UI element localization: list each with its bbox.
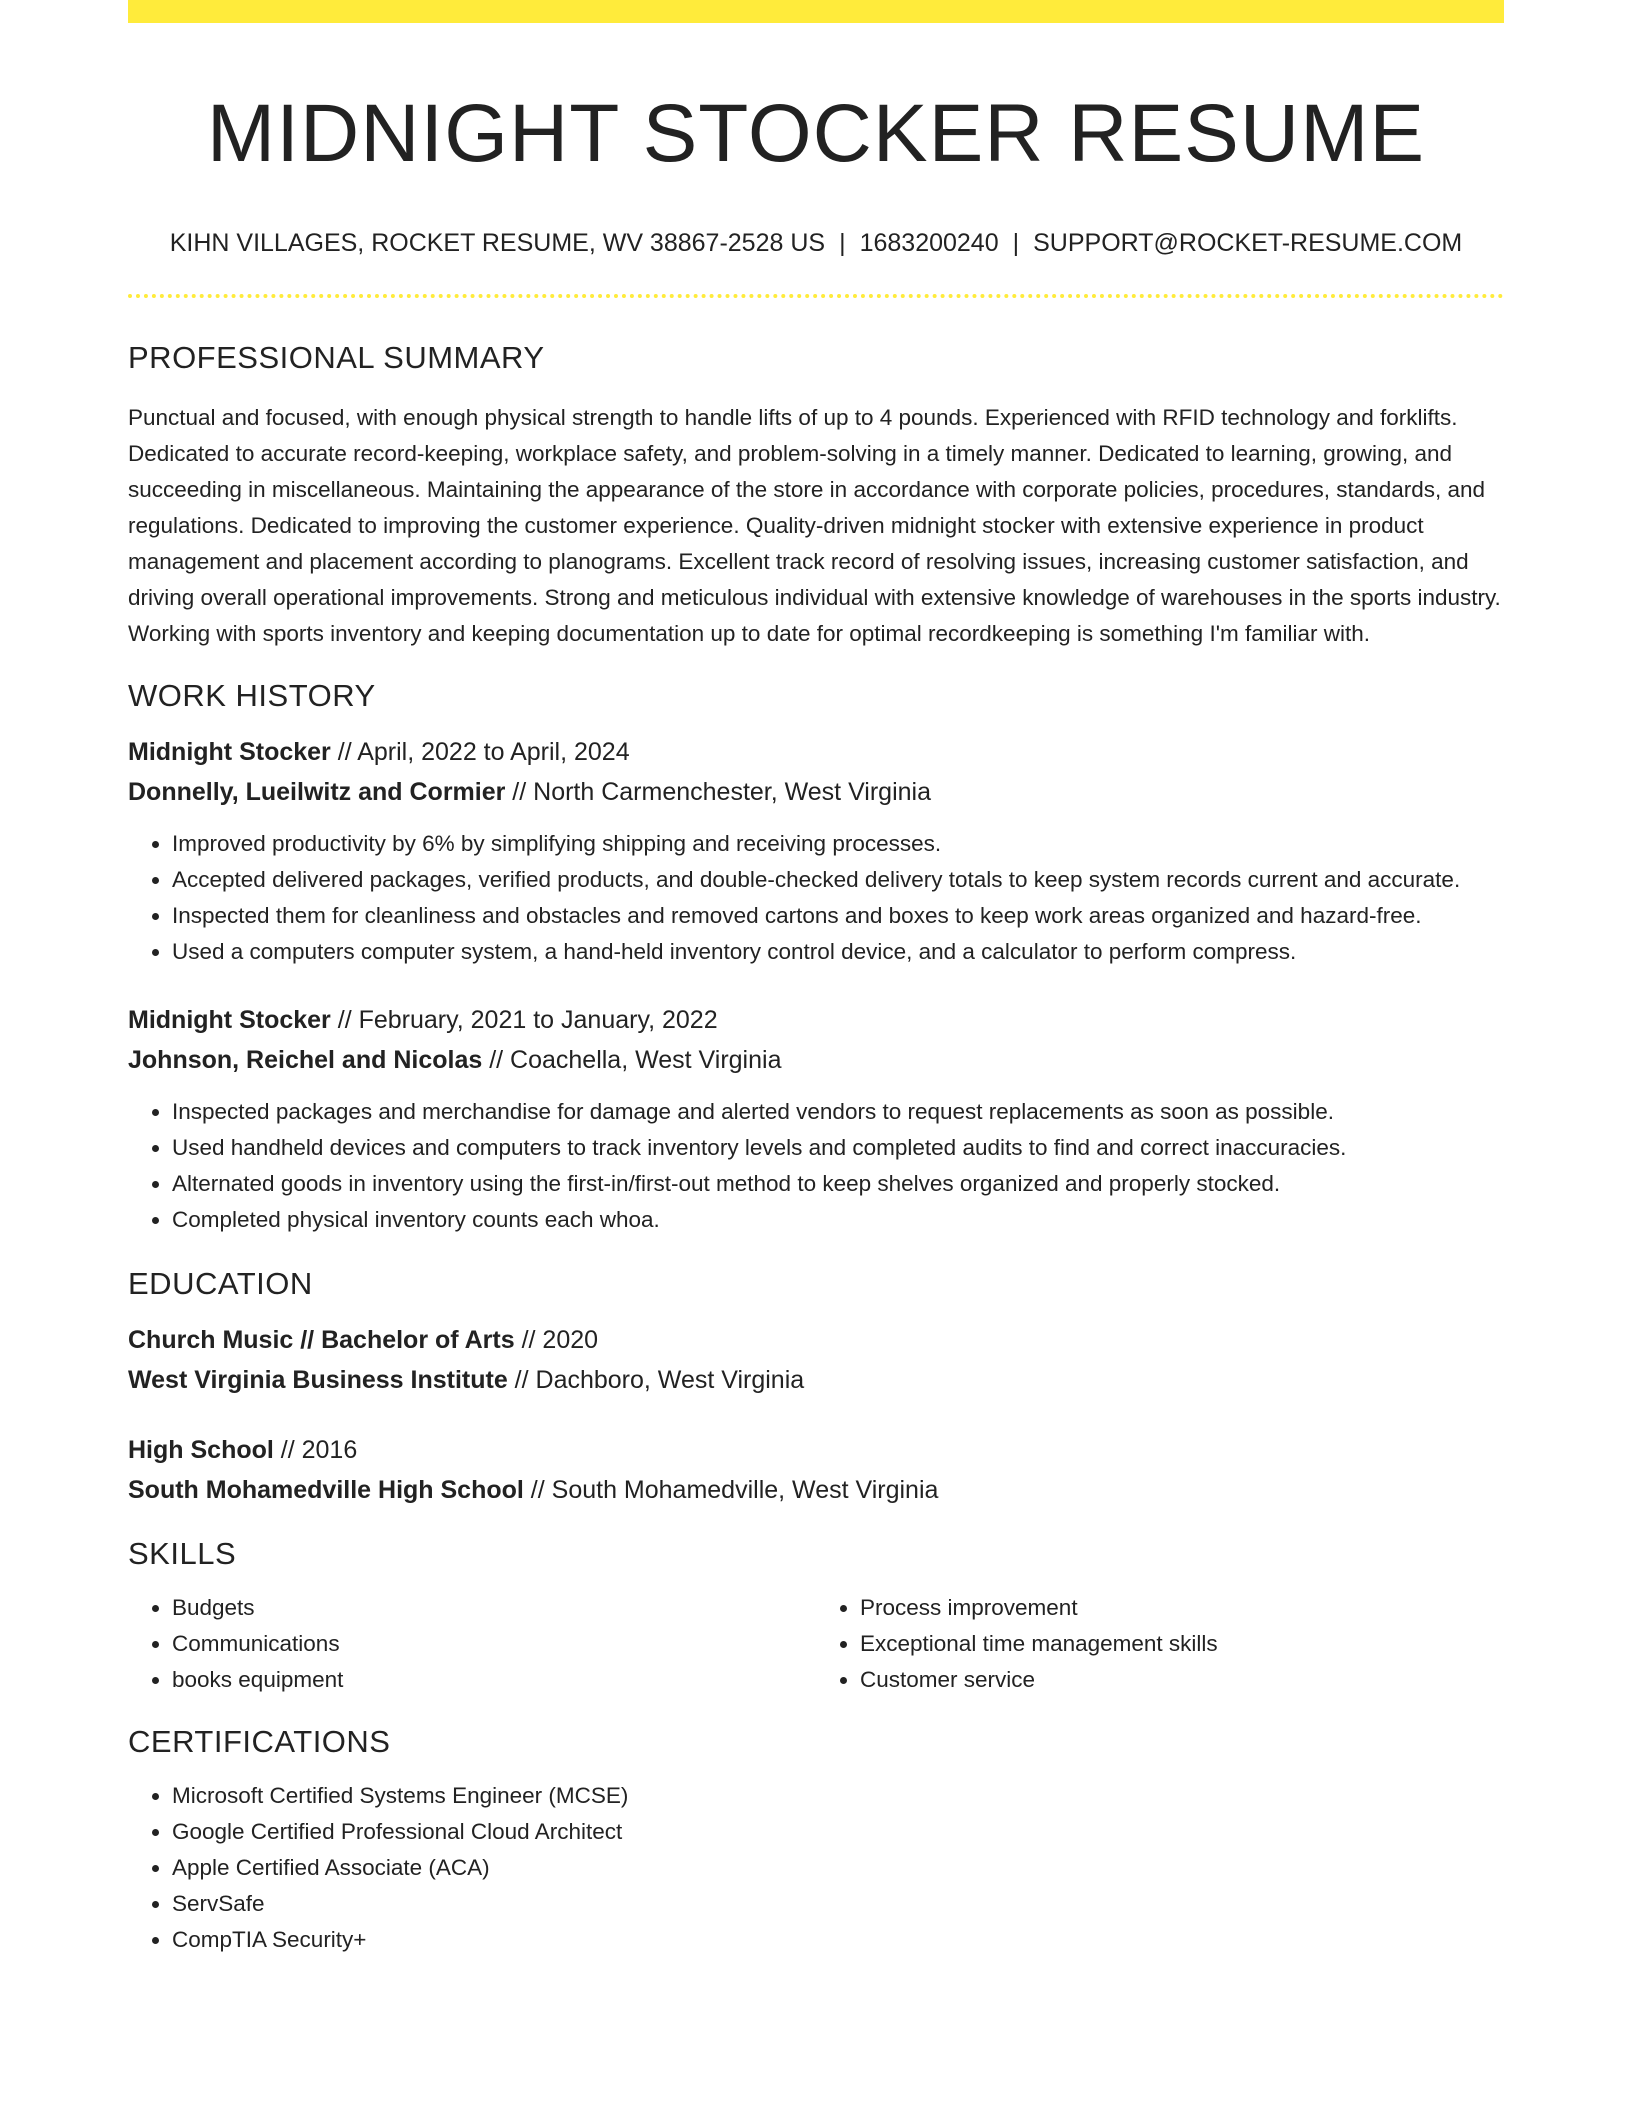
education-entry	[128, 1320, 1504, 1400]
education-year: // 2020	[514, 1326, 599, 1355]
dotted-divider	[128, 294, 1504, 298]
phone: 1683200240	[859, 229, 999, 258]
top-accent-bar	[128, 0, 1504, 23]
education-degree: High School	[128, 1436, 274, 1465]
resume-title: MIDNIGHT STOCKER RESUME	[206, 88, 1426, 179]
job-title-line	[128, 732, 1504, 772]
skill-item: • Process improvement	[860, 1590, 1504, 1626]
certification-item: • Google Certified Professional Cloud Architect	[172, 1814, 1504, 1850]
job-bullet: • Inspected them for cleanliness and obstacles and removed cartons and boxes to keep work areas organized and hazard-free.	[172, 898, 1504, 934]
contact-separator: |	[1012, 229, 1020, 258]
job-bullet: • Used a computers computer system, a hand-held inventory control device, and a calculator to perform compress.	[172, 934, 1504, 970]
skill-item: • Communications	[172, 1626, 816, 1662]
education-heading: EDUCATION	[128, 1266, 313, 1302]
education-school: South Mohamedville High School	[128, 1476, 524, 1505]
certification-item: • Apple Certified Associate (ACA)	[172, 1850, 1504, 1886]
skill-item: • Exceptional time management skills	[860, 1626, 1504, 1662]
address: KIHN VILLAGES, ROCKET RESUME, WV 38867-2528 US	[169, 229, 826, 258]
education-school-line	[128, 1470, 1504, 1510]
job-bullets	[128, 826, 1504, 970]
certification-item: • ServSafe	[172, 1886, 1504, 1922]
job-company: Donnelly, Lueilwitz and Cormier	[128, 778, 506, 807]
job-position: Midnight Stocker	[128, 1006, 331, 1035]
contact-separator: |	[839, 229, 846, 258]
education-entry	[128, 1430, 1504, 1510]
skills-list-right	[816, 1590, 1504, 1698]
summary-text: Punctual and focused, with enough physical strength to handle lifts of up to 4 pounds. Experienced with RFID technology and forklifts. Dedicated to accurate record-keeping, workplace safety, and problem-solving in a timely manner. Dedicated to learning, growing, and succeeding in miscellaneous. Maintaining the appearance of the store in accordance with corporate policies, procedures, standards, and regulations. Dedicated to improving the customer experience. Quality-driven midnight stocker with extensive experience in product management and placement according to planograms. Excellent track record of resolving issues, increasing customer satisfaction, and driving overall operational improvements. Strong and meticulous individual with extensive knowledge of warehouses in the sports industry. Working with sports inventory and keeping documentation up to date for optimal recordkeeping is something I'm familiar with.	[128, 405, 1501, 647]
education-school-line	[128, 1360, 1504, 1400]
job-bullet: • Completed physical inventory counts each whoa.	[172, 1202, 1504, 1238]
skill-item: • Customer service	[860, 1662, 1504, 1698]
education-degree-line	[128, 1320, 1504, 1360]
skills-list-left	[128, 1590, 816, 1698]
education-degree-line	[128, 1430, 1504, 1470]
job-dates: // February, 2021 to January, 2022	[330, 1006, 718, 1035]
job-entry	[128, 732, 1504, 970]
skills-heading: SKILLS	[128, 1536, 237, 1572]
email: SUPPORT@ROCKET-RESUME.COM	[1033, 229, 1463, 258]
job-position: Midnight Stocker	[128, 738, 331, 767]
job-bullet: • Improved productivity by 6% by simplifying shipping and receiving processes.	[172, 826, 1504, 862]
job-bullet: • Alternated goods in inventory using the first-in/first-out method to keep shelves organized and properly stocked.	[172, 1166, 1504, 1202]
job-dates: // April, 2022 to April, 2024	[330, 738, 630, 767]
certification-item: • CompTIA Security+	[172, 1922, 1504, 1958]
job-location: // Coachella, West Virginia	[482, 1046, 782, 1075]
resume-page	[128, 0, 1504, 1958]
job-bullet: • Accepted delivered packages, verified products, and double-checked delivery totals to keep system records current and accurate.	[172, 862, 1504, 898]
education-location: // Dachboro, West Virginia	[507, 1366, 805, 1395]
job-bullet: • Inspected packages and merchandise for damage and alerted vendors to request replacements as soon as possible.	[172, 1094, 1504, 1130]
job-company-line	[128, 772, 1504, 812]
skill-item: • books equipment	[172, 1662, 816, 1698]
education-degree: Church Music // Bachelor of Arts	[128, 1326, 515, 1355]
certifications-list	[128, 1778, 1504, 1958]
job-bullets	[128, 1094, 1504, 1238]
certifications-heading: CERTIFICATIONS	[128, 1724, 391, 1760]
job-company-line	[128, 1040, 1504, 1080]
summary-heading: PROFESSIONAL SUMMARY	[128, 340, 545, 376]
job-location: // North Carmenchester, West Virginia	[505, 778, 931, 807]
job-bullet: • Used handheld devices and computers to track inventory levels and completed audits to find and correct inaccuracies.	[172, 1130, 1504, 1166]
skill-item: • Budgets	[172, 1590, 816, 1626]
education-school: West Virginia Business Institute	[128, 1366, 508, 1395]
certification-item: • Microsoft Certified Systems Engineer (MCSE)	[172, 1778, 1504, 1814]
work-history-heading: WORK HISTORY	[128, 678, 376, 714]
job-entry	[128, 1000, 1504, 1238]
job-title-line	[128, 1000, 1504, 1040]
contact-line	[128, 228, 1504, 258]
education-location: // South Mohamedville, West Virginia	[523, 1476, 939, 1505]
education-year: // 2016	[273, 1436, 358, 1465]
job-company: Johnson, Reichel and Nicolas	[128, 1046, 483, 1075]
skills-grid	[128, 1590, 1504, 1698]
